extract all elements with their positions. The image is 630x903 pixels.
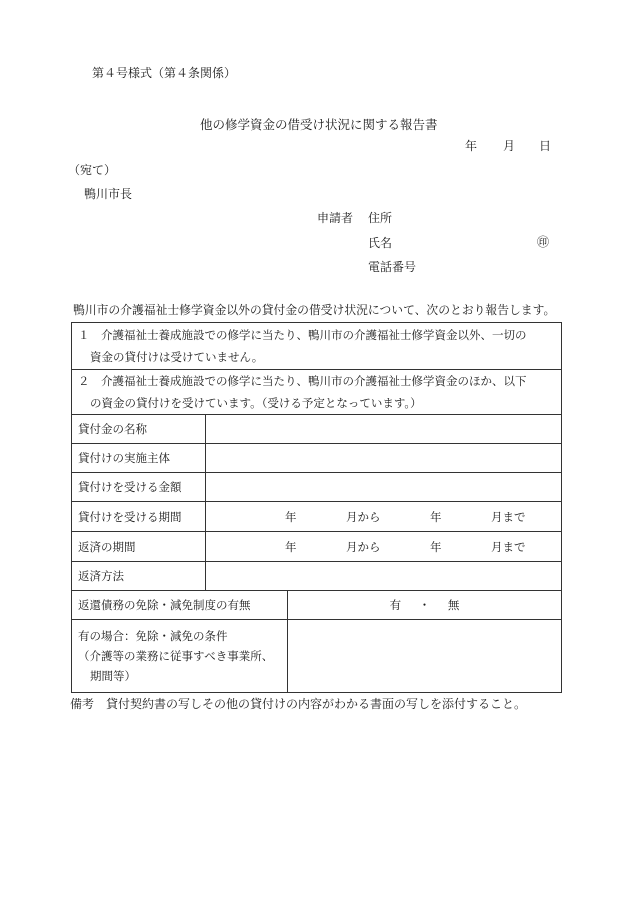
condition-line2: （介護等の業務に従事すべき事業所、 [78, 649, 274, 663]
repay-period-end-year: 年 [430, 539, 442, 554]
condition-field[interactable] [288, 620, 562, 693]
form-number: 第４号様式（第４条関係） [92, 66, 237, 80]
loan-name-label: 貸付金の名称 [72, 415, 206, 444]
addressee-label: （宛て） [68, 163, 117, 177]
exemption-row [72, 591, 562, 620]
exemption-no[interactable]: 無 [447, 598, 460, 612]
option-1 [72, 323, 562, 370]
condition-row [72, 620, 562, 693]
repay-period-end-month: 月まで [491, 539, 526, 554]
repay-method-field[interactable] [206, 562, 562, 591]
repay-method-row [72, 562, 562, 591]
intro-text: 鴨川市の介護福祉士修学資金以外の貸付金の借受け状況について、次のとおり報告します。 [73, 303, 556, 317]
option-1-line1: １ 介護福祉士養成施設での修学に当たり、鴨川市の介護福祉士修学資金以外、一切の [78, 328, 527, 342]
loan-name-field[interactable] [206, 415, 562, 444]
condition-line1: 有の場合：免除・減免の条件 [78, 629, 228, 643]
amount-field[interactable] [206, 473, 562, 502]
amount-label: 貸付けを受ける金額 [72, 473, 206, 502]
name-label: 氏名 [368, 236, 393, 250]
condition-label [72, 620, 288, 693]
loan-period-row [72, 502, 562, 532]
option-row-2 [72, 370, 562, 415]
condition-line3: 期間等） [90, 669, 136, 683]
option-1-line2: 資金の貸付けは受けていません。 [90, 350, 264, 364]
loan-status-table [71, 322, 562, 693]
repay-period-start-year: 年 [285, 539, 297, 554]
provider-label: 貸付けの実施主体 [72, 444, 206, 473]
option-2-line1: ２ 介護福祉士養成施設での修学に当たり、鴨川市の介護福祉士修学資金のほか、以下 [78, 374, 527, 388]
loan-period-label: 貸付けを受ける期間 [72, 502, 206, 532]
loan-period-start-month: 月から [346, 509, 381, 524]
loan-period-start-year: 年 [285, 509, 297, 524]
exemption-label: 返還債務の免除・減免制度の有無 [72, 591, 288, 620]
repay-method-label: 返済方法 [72, 562, 206, 591]
option-2 [72, 370, 562, 415]
amount-row [72, 473, 562, 502]
repay-period-row [72, 532, 562, 562]
repay-period-start-month: 月から [346, 539, 381, 554]
loan-period-field[interactable] [206, 502, 562, 532]
document-title: 他の修学資金の借受け状況に関する報告書 [200, 117, 438, 132]
remarks-note: 備考 貸付契約書の写しその他の貸付けの内容がわかる書面の写しを添付すること。 [70, 697, 527, 711]
address-label: 住所 [368, 211, 393, 225]
option-2-line2: の資金の貸付けを受けています。（受ける予定となっています。） [90, 396, 422, 410]
exemption-separator: ・ [418, 598, 431, 612]
provider-row [72, 444, 562, 473]
addressee: 鴨川市長 [84, 187, 133, 201]
seal-mark: ㊞ [537, 235, 550, 249]
date-day-label: 日 [539, 139, 552, 153]
applicant-label: 申請者 [317, 211, 354, 225]
exemption-yes[interactable]: 有 [389, 598, 402, 612]
option-row-1 [72, 323, 562, 370]
repay-period-field[interactable] [206, 532, 562, 562]
phone-label: 電話番号 [368, 260, 417, 274]
loan-period-end-month: 月まで [491, 509, 526, 524]
provider-field[interactable] [206, 444, 562, 473]
date-year-label: 年 [465, 139, 478, 153]
date-month-label: 月 [503, 139, 516, 153]
exemption-choice[interactable] [288, 591, 562, 620]
loan-name-row [72, 415, 562, 444]
loan-period-end-year: 年 [430, 509, 442, 524]
repay-period-label: 返済の期間 [72, 532, 206, 562]
